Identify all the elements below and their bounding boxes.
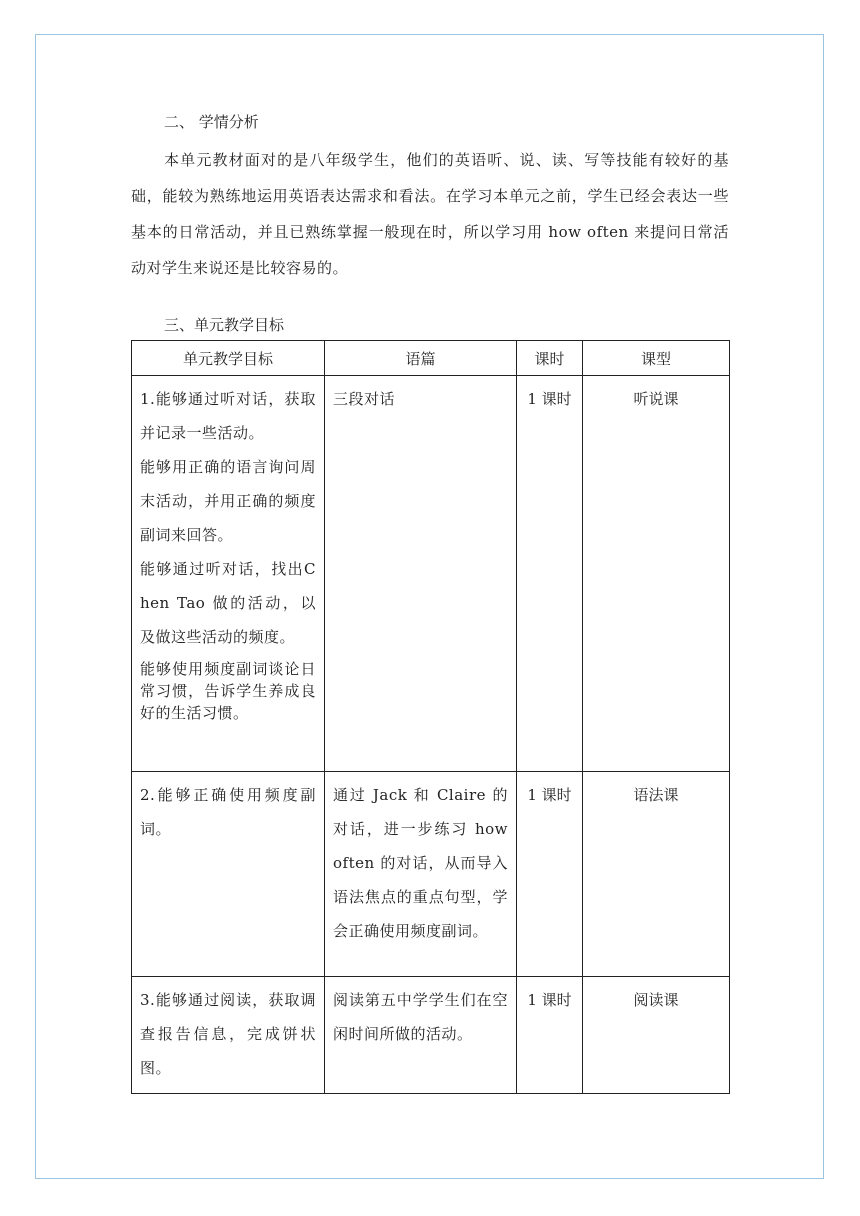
type-content: 听说课: [633, 390, 679, 408]
text-cell: [325, 772, 517, 977]
type-content: 阅读课: [633, 991, 679, 1009]
student-analysis-text: 本单元教材面对的是八年级学生，他们的英语听、说、读、写等技能有较好的基础，能较为熟练地运用英语表达需求和看法。在学习本单元之前，学生已经会表达一些基本的日常活动，并且已熟练掌握一般现在时，所以学习用 how often 来提问日常活动对学生来说还是比较容易的。: [131, 151, 729, 277]
hours-content: 1 课时: [527, 991, 572, 1009]
text-cell: [325, 376, 517, 772]
table-header-row: [132, 341, 730, 376]
goal-cell: [132, 772, 325, 977]
student-analysis-paragraph: [131, 142, 729, 286]
goal-item: 3.能够通过阅读，获取调查报告信息，完成饼状图。: [140, 991, 316, 1077]
header-hours: 课时: [517, 341, 583, 376]
text-content: 通过 Jack 和 Claire 的对话，进一步练习 how often 的对话，从而导入语法焦点的重点句型，学会正确使用频度副词。: [333, 786, 508, 940]
unit-goals-table: [131, 340, 730, 1094]
goal-item: 2.能够正确使用频度副词。: [140, 786, 316, 838]
header-lesson-type: 课型: [583, 341, 730, 376]
type-cell: [583, 772, 730, 977]
hours-cell: [517, 977, 583, 1094]
type-content: 语法课: [633, 786, 679, 804]
hours-content: 1 课时: [527, 786, 572, 804]
text-content: 阅读第五中学学生们在空闲时间所做的活动。: [333, 991, 508, 1043]
header-unit-goals: 单元教学目标: [132, 341, 325, 376]
table-row: [132, 376, 730, 772]
table-row: [132, 772, 730, 977]
goal-item: 能够使用频度副词谈论日常习惯，告诉学生养成良好的生活习惯。: [140, 660, 316, 722]
goal-cell: [132, 977, 325, 1094]
header-text: 语篇: [325, 341, 517, 376]
text-cell: [325, 977, 517, 1094]
goal-item: 1.能够通过听对话，获取并记录一些活动。: [140, 390, 316, 442]
type-cell: [583, 376, 730, 772]
section-2-heading: 二、 学情分析: [164, 113, 259, 131]
hours-cell: [517, 376, 583, 772]
table-row: [132, 977, 730, 1094]
type-cell: [583, 977, 730, 1094]
text-content: 三段对话: [333, 390, 396, 408]
goal-item: 能够通过听对话，找出Chen Tao 做的活动，以及做这些活动的频度。: [140, 560, 316, 646]
goal-item: 能够用正确的语言询问周末活动，并用正确的频度副词来回答。: [140, 458, 316, 544]
goal-cell: [132, 376, 325, 772]
section-3-heading: 三、单元教学目标: [164, 316, 285, 334]
hours-cell: [517, 772, 583, 977]
hours-content: 1 课时: [527, 390, 572, 408]
